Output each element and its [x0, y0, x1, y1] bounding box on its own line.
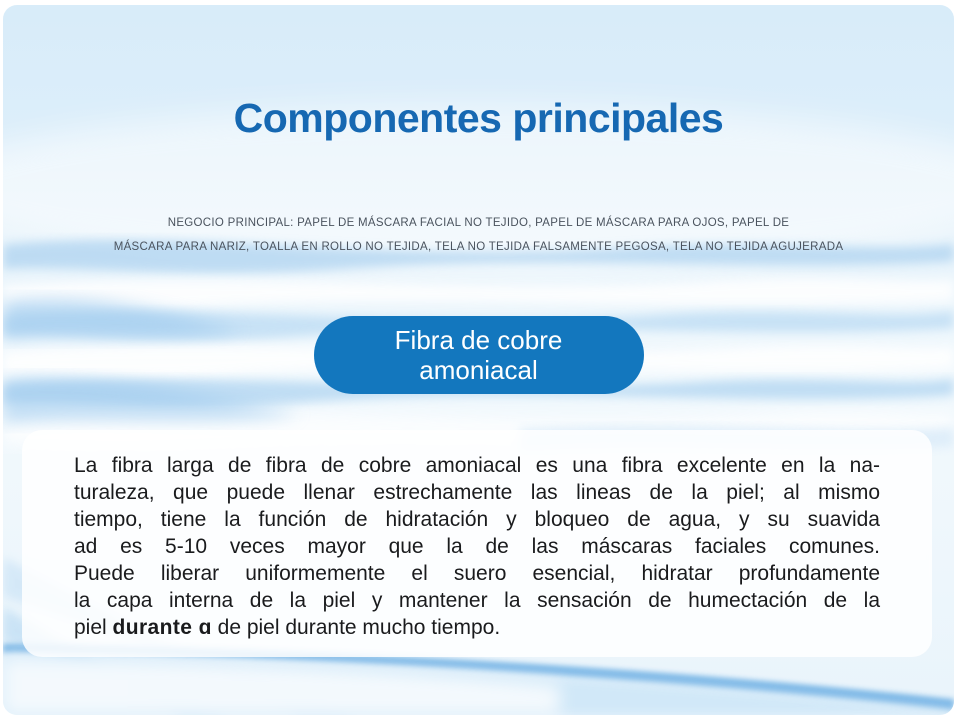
business-scope-line-2: MÁSCARA PARA NARIZ, TOALLA EN ROLLO NO TEJIDA, TELA NO TEJIDA FALSAMENTE PEGOSA, TELA NO TEJIDA AGUJERADA — [113, 241, 844, 253]
description-line: la capa interna de la piel y mantener la sensación de humectación de la — [74, 589, 880, 612]
description-line: tiempo, tiene la función de hidratación y bloqueo de agua, y su suavida — [74, 508, 880, 531]
description-line: La fibra larga de fibra de cobre amoniacal es una fibra excelente en la na- — [74, 454, 880, 477]
description-last-line — [74, 614, 880, 641]
page-title: Componentes principales — [233, 95, 724, 141]
description-line-segment-emphasis: durante ɑ — [112, 616, 212, 639]
description-line-segment: piel — [74, 616, 113, 639]
business-scope-line-1: NEGOCIO PRINCIPAL: PAPEL DE MÁSCARA FACIAL NO TEJIDO, PAPEL DE MÁSCARA PARA OJOS, PAPEL DE — [167, 217, 790, 229]
description-line: ad es 5-10 veces mayor que la de las máscaras faciales comunes. — [74, 535, 880, 558]
description-card — [22, 430, 932, 657]
description-line-segment: de piel durante mucho tiempo. — [211, 616, 501, 639]
description-line: turaleza, que puede llenar estrechamente las lineas de la piel; al mismo — [74, 481, 880, 504]
badge-line-2: amoniacal — [419, 355, 538, 385]
component-badge — [314, 316, 644, 394]
description-line: Puede liberar uniformemente el suero esencial, hidratar profundamente — [74, 562, 880, 585]
business-scope-text — [3, 211, 954, 259]
slide-canvas — [3, 5, 954, 715]
badge-line-1: Fibra de cobre — [394, 325, 563, 355]
